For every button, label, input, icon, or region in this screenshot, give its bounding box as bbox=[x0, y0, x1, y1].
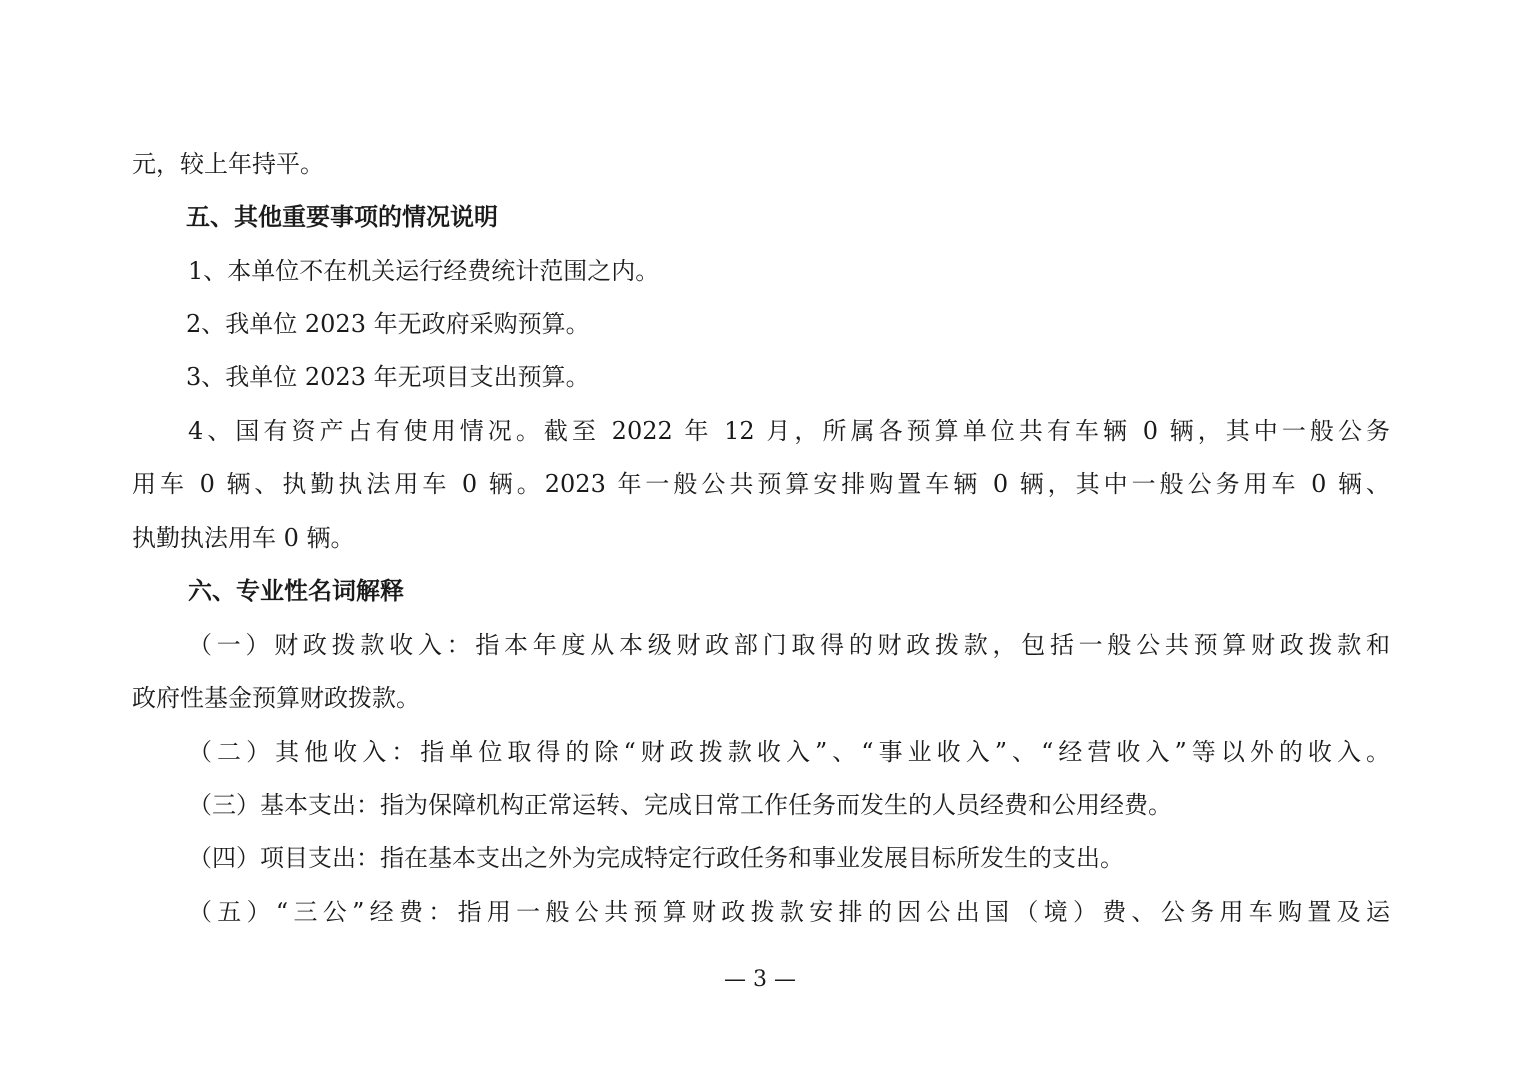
line-text: （四）项目支出：指在基本支出之外为完成特定行政任务和事业发展目标所发生的支出。 bbox=[188, 844, 1124, 872]
line-text: （一）财政拨款收入：指本年度从本级财政部门取得的财政拨款，包括一般公共预算财政拨款和 bbox=[188, 631, 1390, 659]
paragraph-line bbox=[0, 357, 1520, 397]
line-text: 3、我单位 2023 年无项目支出预算。 bbox=[186, 363, 590, 391]
line-text: 执勤执法用车 0 辆。 bbox=[132, 524, 355, 552]
paragraph-line bbox=[0, 732, 1520, 772]
line-text: （二）其他收入：指单位取得的除“财政拨款收入”、“事业收入”、“经营收入”等以外的收入。 bbox=[188, 738, 1390, 766]
line-text: 1、本单位不在机关运行经费统计范围之内。 bbox=[188, 257, 660, 285]
line-text: （五）“三公”经费：指用一般公共预算财政拨款安排的因公出国（境）费、公务用车购置及运 bbox=[188, 898, 1390, 926]
line-text: 4、国有资产占有使用情况。截至 2022 年 12 月，所属各预算单位共有车辆 0 辆，其中一般公务 bbox=[188, 417, 1390, 445]
paragraph-line bbox=[0, 892, 1520, 932]
heading-text: 五、其他重要事项的情况说明 bbox=[186, 203, 498, 231]
paragraph-line bbox=[0, 678, 1520, 718]
section-heading-six bbox=[0, 571, 1520, 611]
paragraph-line bbox=[0, 411, 1520, 451]
paragraph-line bbox=[0, 625, 1520, 665]
paragraph-line bbox=[0, 518, 1520, 558]
paragraph-line bbox=[0, 144, 1520, 184]
line-text: 用车 0 辆、执勤执法用车 0 辆。2023 年一般公共预算安排购置车辆 0 辆，其中一般公务用车 0 辆、 bbox=[132, 470, 1390, 498]
heading-text: 六、专业性名词解释 bbox=[188, 577, 404, 605]
paragraph-line bbox=[0, 838, 1520, 878]
line-text: （三）基本支出：指为保障机构正常运转、完成日常工作任务而发生的人员经费和公用经费。 bbox=[188, 791, 1172, 819]
paragraph-line bbox=[0, 251, 1520, 291]
paragraph-line bbox=[0, 304, 1520, 344]
line-text: 元，较上年持平。 bbox=[132, 150, 324, 178]
line-text: 政府性基金预算财政拨款。 bbox=[132, 684, 420, 712]
page-number: — 3 — bbox=[724, 967, 796, 992]
section-heading-five bbox=[0, 197, 1520, 237]
paragraph-line bbox=[0, 464, 1520, 504]
line-text: 2、我单位 2023 年无政府采购预算。 bbox=[186, 310, 590, 338]
paragraph-line bbox=[0, 785, 1520, 825]
